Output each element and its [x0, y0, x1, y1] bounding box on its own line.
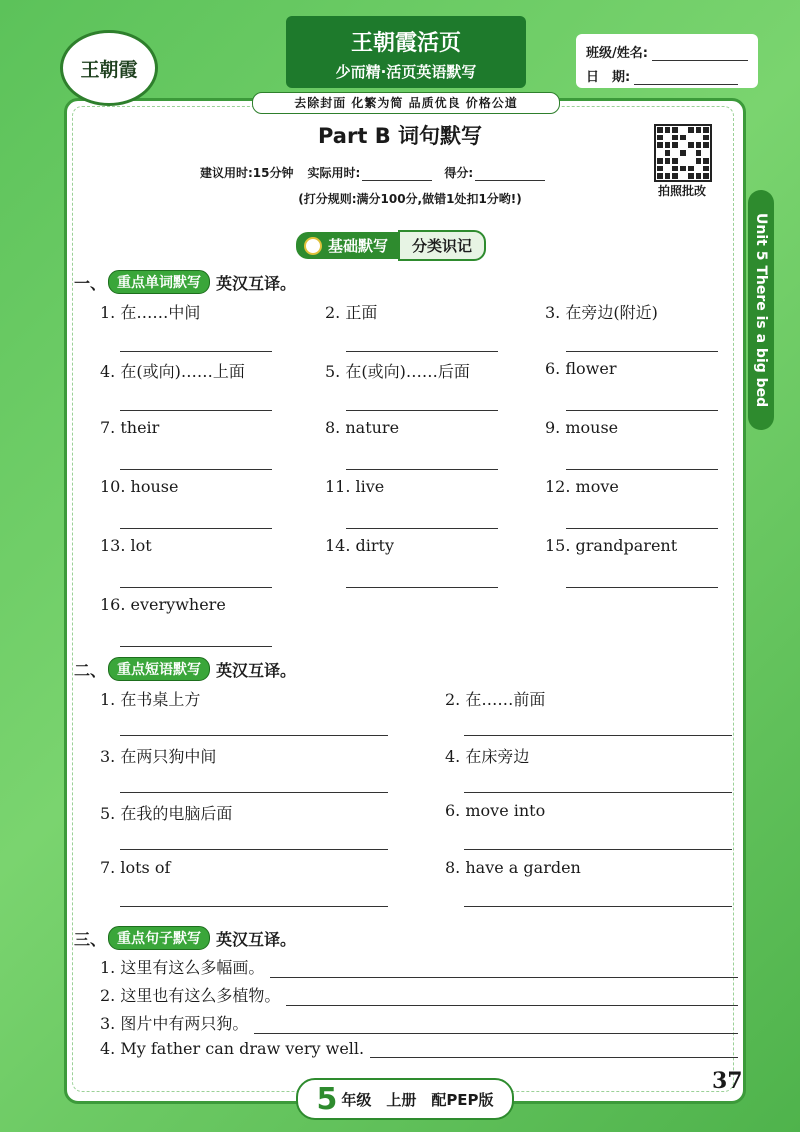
logo-text: 王朝霞	[80, 58, 138, 81]
section-tag: 重点短语默写	[108, 657, 210, 681]
date-field[interactable]	[634, 70, 738, 85]
word-answer-line[interactable]	[566, 409, 718, 411]
phrase-answer-line[interactable]	[120, 848, 388, 850]
word-answer-line[interactable]	[566, 527, 718, 529]
section-heading-3	[74, 926, 296, 950]
word-answer-line[interactable]	[120, 586, 272, 588]
banner-subtitle: 少而精·活页英语默写	[335, 63, 477, 81]
medal-icon	[304, 237, 322, 255]
phrase-answer-line[interactable]	[120, 905, 388, 907]
word-item: 2. 正面	[325, 303, 378, 322]
section-index: 一、	[74, 273, 107, 293]
qr-label: 拍照批改	[657, 184, 706, 198]
word-item: 11. live	[325, 477, 385, 496]
phrase-answer-line[interactable]	[464, 734, 732, 736]
grade-number: 5	[316, 1081, 338, 1117]
word-answer-line[interactable]	[120, 527, 272, 529]
sentence-text: 2. 这里也有这么多植物。	[100, 986, 281, 1005]
section-instruction: 英汉互译。	[216, 660, 297, 680]
phrase-item: 6. move into	[445, 801, 546, 820]
word-item: 13. lot	[100, 536, 152, 555]
word-answer-line[interactable]	[120, 350, 272, 352]
suggest-time: 建议用时:15分钟	[200, 166, 294, 180]
sentence-answer-line[interactable]	[370, 1056, 738, 1058]
sentence-item	[100, 983, 738, 1006]
word-answer-line[interactable]	[566, 468, 718, 470]
banner-title: 王朝霞活页	[350, 30, 461, 56]
slogan: 去除封面 化繁为简 品质优良 价格公道	[252, 92, 560, 114]
section-instruction: 英汉互译。	[216, 929, 297, 949]
grade-text: 年级 上册 配PEP版	[341, 1090, 494, 1109]
section-index: 三、	[74, 929, 107, 949]
grade-footer	[296, 1078, 514, 1120]
phrase-answer-line[interactable]	[464, 905, 732, 907]
word-answer-line[interactable]	[346, 468, 498, 470]
word-answer-line[interactable]	[120, 645, 272, 647]
phrase-item: 4. 在床旁边	[445, 747, 530, 766]
section-instruction: 英汉互译。	[216, 273, 297, 293]
word-answer-line[interactable]	[346, 527, 498, 529]
pill-basic	[296, 232, 398, 259]
sentence-text: 4. My father can draw very well.	[100, 1039, 365, 1058]
sentence-answer-line[interactable]	[270, 976, 738, 978]
phrase-answer-line[interactable]	[120, 791, 388, 793]
brand-logo	[60, 30, 158, 106]
scoring-rule: (打分规则:满分100分,做错1处扣1分哟!)	[298, 192, 522, 206]
section-heading-1	[74, 270, 296, 294]
sentence-item	[100, 1011, 738, 1034]
word-item: 9. mouse	[545, 418, 619, 437]
actual-time-label: 实际用时:	[307, 166, 361, 180]
sentence-text: 1. 这里有这么多幅画。	[100, 958, 265, 977]
date-label: 日 期:	[586, 70, 631, 85]
pill-right-label: 分类识记	[398, 230, 486, 261]
phrase-answer-line[interactable]	[464, 791, 732, 793]
phrase-item: 8. have a garden	[445, 858, 581, 877]
phrase-item: 2. 在……前面	[445, 690, 546, 709]
header-banner	[286, 16, 526, 88]
sentence-answer-line[interactable]	[286, 1004, 738, 1006]
section-tag: 重点单词默写	[108, 270, 210, 294]
class-name-field[interactable]	[652, 46, 748, 61]
phrase-item: 1. 在书桌上方	[100, 690, 201, 709]
sentence-text: 3. 图片中有两只狗。	[100, 1014, 249, 1033]
qr-code-icon[interactable]	[654, 124, 712, 182]
score-label: 得分:	[444, 166, 474, 180]
word-item: 3. 在旁边(附近)	[545, 303, 658, 322]
word-item: 15. grandparent	[545, 536, 678, 555]
student-info-box	[576, 34, 758, 88]
score-field[interactable]	[475, 168, 545, 181]
section-heading-2	[74, 657, 296, 681]
word-item: 1. 在……中间	[100, 303, 201, 322]
pill-left-label: 基础默写	[328, 237, 389, 255]
actual-time-field[interactable]	[362, 168, 432, 181]
word-answer-line[interactable]	[346, 586, 498, 588]
word-item: 5. 在(或向)……后面	[325, 362, 470, 381]
word-item: 12. move	[545, 477, 619, 496]
word-answer-line[interactable]	[346, 350, 498, 352]
phrase-item: 5. 在我的电脑后面	[100, 804, 233, 823]
section-tag: 重点句子默写	[108, 926, 210, 950]
sentence-item	[100, 1039, 738, 1058]
phrase-item: 7. lots of	[100, 858, 171, 877]
unit-side-tab: Unit 5 There is a big bed	[748, 190, 774, 430]
class-name-label: 班级/姓名:	[586, 46, 648, 61]
word-item: 7. their	[100, 418, 160, 437]
page-number: 37	[712, 1068, 743, 1094]
word-item: 14. dirty	[325, 536, 395, 555]
phrase-item: 3. 在两只狗中间	[100, 747, 217, 766]
word-item: 6. flower	[545, 359, 617, 378]
word-item: 4. 在(或向)……上面	[100, 362, 245, 381]
word-answer-line[interactable]	[566, 586, 718, 588]
page-title: Part B 词句默写	[317, 124, 483, 148]
word-answer-line[interactable]	[346, 409, 498, 411]
word-item: 8. nature	[325, 418, 400, 437]
section-index: 二、	[74, 660, 107, 680]
word-answer-line[interactable]	[120, 468, 272, 470]
word-answer-line[interactable]	[120, 409, 272, 411]
sentence-item	[100, 955, 738, 978]
sentence-answer-line[interactable]	[254, 1032, 738, 1034]
word-item: 10. house	[100, 477, 179, 496]
time-score-line	[200, 164, 620, 181]
word-answer-line[interactable]	[566, 350, 718, 352]
phrase-answer-line[interactable]	[464, 848, 732, 850]
word-item: 16. everywhere	[100, 595, 226, 614]
section-pill	[296, 230, 486, 261]
phrase-answer-line[interactable]	[120, 734, 388, 736]
